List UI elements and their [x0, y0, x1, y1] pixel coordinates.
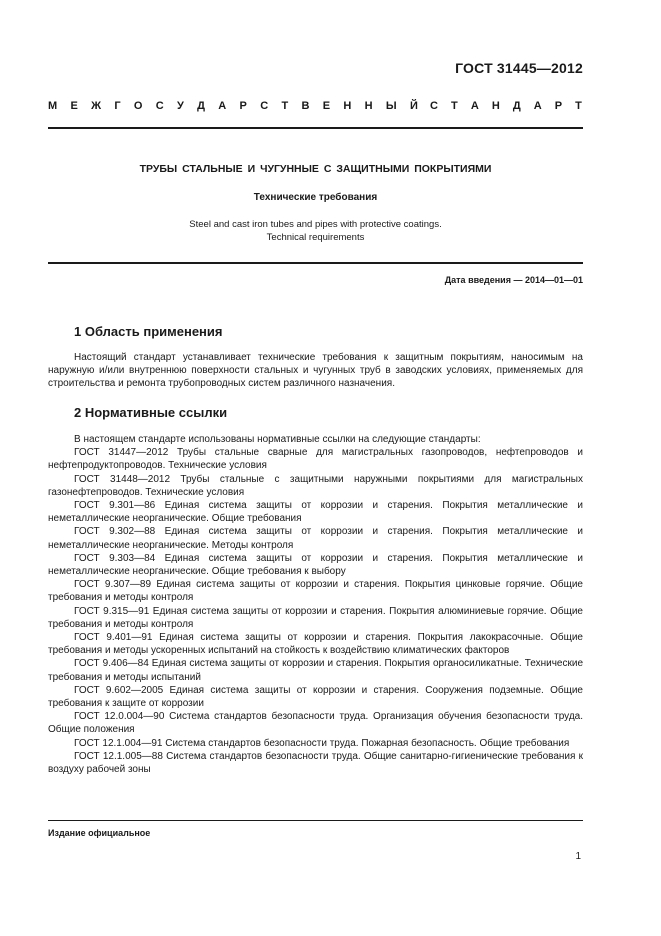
interstate-word-2-letter: Д — [512, 100, 521, 112]
interstate-word-1-letter: А — [218, 100, 227, 112]
reference-item: ГОСТ 9.302—88 Единая система защиты от коррозии и старения. Покрытия металлические и неметаллические неорганические. Методы контроля — [48, 526, 583, 551]
interstate-word-1-letter: Г — [114, 100, 121, 112]
interstate-word-2-letter: Т — [451, 100, 458, 112]
reference-item: ГОСТ 9.602—2005 Единая система защиты от коррозии и старения. Сооружения подземные. Общие требования к защите от коррозии — [48, 684, 583, 710]
page-number: 1 — [575, 851, 581, 862]
reference-item: ГОСТ 9.303—84 Единая система защиты от коррозии и старения. Покрытия металлические и неметаллические неорганические. Общие требования к выбору — [48, 552, 583, 578]
reference-item: ГОСТ 12.1.004—91 Система стандартов безопасности труда. Пожарная безопасность. Общие требования — [74, 737, 570, 749]
interstate-standard-banner — [48, 100, 582, 112]
reference-item: ГОСТ 31448—2012 Трубы стальные с защитными наружными покрытиями для магистральных газонефтепроводов. Технические условия — [48, 473, 583, 498]
interstate-word-1 — [48, 100, 418, 112]
reference-item: ГОСТ 12.1.005—88 Система стандартов безопасности труда. Общие санитарно-гигиенические требования к воздуху рабочей зоны — [48, 750, 583, 776]
english-title-line-2: Technical requirements — [266, 232, 365, 243]
footer-divider — [48, 820, 583, 821]
title-divider — [48, 262, 583, 264]
interstate-word-1-letter: С — [155, 100, 164, 112]
interstate-word-1-letter: М — [48, 100, 58, 112]
reference-item: ГОСТ 31447—2012 Трубы стальные сварные для магистральных газопроводов, нефтепроводов и нефтепродуктопроводов. Технические условия — [48, 447, 583, 472]
standard-number: ГОСТ 31445—2012 — [455, 60, 583, 76]
interstate-word-2-letter: С — [430, 100, 438, 112]
interstate-word-1-letter: Е — [322, 100, 331, 112]
reference-item: ГОСТ 9.401—91 Единая система защиты от коррозии и старения. Покрытия лакокрасочные. Общие требования и методы ускоренных испытаний на стойкость к воздействию климатических факторов — [48, 632, 583, 657]
reference-item: ГОСТ 9.406—84 Единая система защиты от коррозии и старения. Покрытия органосиликатные. Технические требования и методы испытаний — [48, 658, 583, 683]
section-1-heading: 1 Область применения — [74, 324, 223, 339]
interstate-word-1-letter: О — [133, 100, 143, 112]
interstate-word-1-letter: В — [301, 100, 310, 112]
interstate-word-1-letter: Й — [409, 100, 418, 112]
top-divider — [48, 127, 583, 129]
interstate-word-1-letter: Р — [239, 100, 247, 112]
interstate-word-2-letter: Р — [554, 100, 563, 112]
interstate-word-1-letter: У — [177, 100, 184, 112]
interstate-word-2 — [430, 100, 582, 112]
interstate-word-1-letter: Н — [364, 100, 373, 112]
official-edition-label: Издание официальное — [48, 828, 151, 838]
reference-item: ГОСТ 12.0.004—90 Система стандартов безопасности труда. Организация обучения безопасности труда. Общие положения — [48, 711, 583, 736]
interstate-word-1-letter: Ы — [385, 100, 397, 112]
interstate-word-2-letter: А — [533, 100, 542, 112]
english-title-line-1: Steel and cast iron tubes and pipes with protective coatings. — [189, 219, 442, 230]
interstate-word-1-letter: Е — [70, 100, 78, 112]
document-subtitle: Технические требования — [253, 192, 378, 203]
introduction-date: Дата введения — 2014—01—01 — [444, 275, 583, 285]
interstate-word-1-letter: С — [260, 100, 269, 112]
interstate-word-2-letter: Н — [491, 100, 500, 112]
reference-item: ГОСТ 9.307—89 Единая система защиты от коррозии и старения. Покрытия цинковые горячие. Общие требования и методы контроля — [48, 579, 583, 604]
section-2-heading: 2 Нормативные ссылки — [74, 405, 228, 420]
interstate-word-1-letter: Д — [197, 100, 205, 112]
interstate-word-1-letter: Н — [343, 100, 352, 112]
interstate-word-1-letter: Т — [281, 100, 289, 112]
document-title: ТРУБЫ СТАЛЬНЫЕ И ЧУГУННЫЕ С ЗАЩИТНЫМИ ПОКРЫТИЯМИ — [139, 163, 492, 175]
english-title — [48, 218, 583, 244]
section-2-body — [48, 433, 583, 776]
reference-item: ГОСТ 9.315—91 Единая система защиты от коррозии и старения. Покрытия алюминиевые горячие. Общие требования и методы контроля — [48, 605, 583, 630]
references-intro: В настоящем стандарте использованы нормативные ссылки на следующие стандарты: — [74, 434, 481, 445]
section-1-body — [48, 351, 583, 391]
reference-item: ГОСТ 9.301—86 Единая система защиты от коррозии и старения. Покрытия металлические и неметаллические неорганические. Общие требования — [48, 500, 583, 525]
section-1-paragraph: Настоящий стандарт устанавливает технические требования к защитным покрытиям, наносимым на наружную и/или внутреннюю поверхности стальных и чугунных труб в заводских условиях, применяемых для строительства и ремонта трубопроводных систем различного назначения. — [48, 352, 583, 390]
interstate-word-2-letter: Т — [575, 100, 582, 112]
interstate-word-2-letter: А — [470, 100, 479, 112]
interstate-word-1-letter: Ж — [91, 100, 102, 112]
